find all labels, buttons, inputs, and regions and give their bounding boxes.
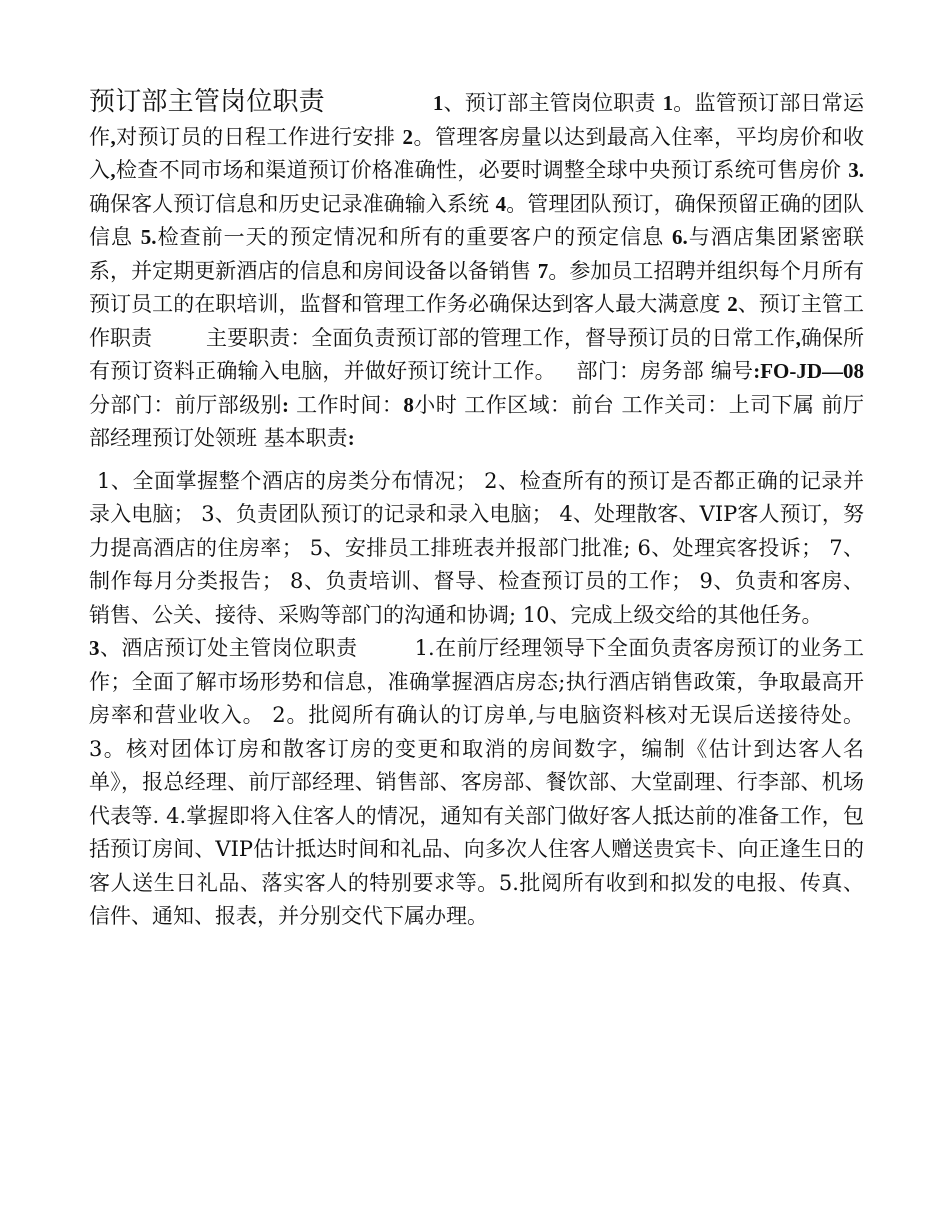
item-3-number: 3. bbox=[848, 158, 865, 182]
code-value: :FO-JD—08 bbox=[753, 359, 865, 383]
paragraph-3 bbox=[89, 632, 864, 934]
spacer bbox=[358, 636, 415, 660]
spacer bbox=[556, 359, 577, 383]
main-duty-text: 主要职责：全面负责预订部的管理工作，督导预订员的日常工作 bbox=[206, 325, 796, 350]
department-text: 部门：房务部 bbox=[576, 359, 704, 383]
item-1-text-cont: 对预订员的日程工作进行安排 bbox=[115, 124, 396, 149]
work-hours-label: 工作时间： bbox=[296, 392, 404, 417]
sub-department-colon: : bbox=[281, 392, 289, 417]
item-1-comma: , bbox=[110, 124, 116, 149]
item-1-text: 。监管预订部日常运作 bbox=[89, 91, 864, 149]
work-hours-unit: 小时 bbox=[413, 392, 458, 417]
item-5-text: 检查前一天的预定情况和所有的重要客户的预定信息 bbox=[156, 225, 665, 249]
leader-text: 前厅部经理预订处领班 bbox=[89, 392, 865, 450]
section-2-heading: 、预订主管工作职责 bbox=[89, 292, 864, 350]
item-4-number: 4 bbox=[495, 191, 507, 216]
basic-duties-list: 1、全面掌握整个酒店的房类分布情况； 2、检查所有的预订是否都正确的记录并录入电脑； 3、负责团队预订的记录和录入电脑； 4、处理散客、VIP客人预订，努力提高酒店的住房率； 5、安排员工排班表并报部门批准; 6、处理宾客投诉； 7、制作每月分类报告； 8、负责培训、督导、检查预订员的工作； 9、负责和客房、销售、公关、接待、采购等部门的沟通和协调; 10、完成上级交给的其他任务。 bbox=[89, 468, 864, 627]
spacer bbox=[152, 326, 206, 350]
item-2-text-cont: 检查不同市场和渠道预订价格准确性，必要时调整全球中央预订系统可售房价 bbox=[115, 158, 842, 182]
item-3-text: 确保客人预订信息和历史记录准确输入系统 bbox=[89, 191, 489, 216]
work-area-text: 工作区域：前台 bbox=[464, 392, 615, 417]
item-2-text: 。管理客房量以达到最高入住率，平均房价和收入 bbox=[89, 124, 865, 182]
paragraph-2 bbox=[89, 465, 864, 633]
section-3-text: 1.在前厅经理领导下全面负责客房预订的业务工作；全面了解市场形势和信息，准确掌握酒店房态;执行酒店销售政策，争取最高开房率和营业收入。 2。批阅所有确认的订房单,与电脑资料核对无误后送接待处。 3。核对团体订房和散客订房的变更和取消的房间数字，编制《估计到达客人名单》，报总经理、前厅部经理、销售部、客房部、餐饮部、大堂副理、行李部、机场代表等. 4.掌握即将入住客人的情况，通知有关部门做好客人抵达前的准备工作，包括预订房间、VIP估计抵达时间和礼品、向多次人住客人赠送贵宾卡、向正逢生日的客人送生日礼品、落实客人的特别要求等。5.批阅所有收到和拟发的电报、传真、信件、通知、报表，并分别交代下属办理。 bbox=[89, 636, 864, 928]
code-label: 编号 bbox=[710, 359, 754, 383]
item-7-text: 。参加员工招聘并组织每个月所有预订员工的在职培训，监督和管理工作务必确保达到客人最大满意度 bbox=[89, 258, 864, 316]
work-relation-text: 工作关司：上司下属 bbox=[621, 392, 815, 417]
basic-duties-colon: : bbox=[347, 426, 355, 450]
document-title: 预订部主管岗位职责 bbox=[89, 87, 325, 117]
document-body bbox=[89, 86, 864, 934]
paragraph-1 bbox=[89, 86, 864, 456]
item-1-number: 1 bbox=[662, 91, 674, 115]
item-6-text: 与酒店集团紧密联系，并定期更新酒店的信息和房间设备以备销售 bbox=[89, 225, 864, 283]
section-1-heading: 、预订部主管岗位职责 bbox=[443, 91, 656, 115]
item-5-number: 5. bbox=[140, 225, 157, 249]
item-2-comma: , bbox=[110, 158, 116, 182]
item-2-number: 2 bbox=[402, 124, 414, 149]
section-3-number: 3 bbox=[89, 636, 100, 660]
section-1-number: 1 bbox=[432, 91, 444, 115]
section-3-heading: 、酒店预订处主管岗位职责 bbox=[99, 636, 358, 660]
section-2-number: 2 bbox=[727, 292, 738, 316]
main-duty-comma: , bbox=[795, 325, 801, 350]
sub-department-text: 分部门：前厅部级别 bbox=[89, 392, 282, 417]
item-6-number: 6. bbox=[672, 225, 688, 249]
item-7-number: 7 bbox=[537, 258, 549, 283]
item-4-text: 。管理团队预订，确保预留正确的团队信息 bbox=[89, 191, 865, 249]
work-hours-number: 8 bbox=[403, 392, 414, 417]
main-duty-text-cont: 确保所有预订资料正确输入电脑，并做好预订统计工作。 bbox=[89, 325, 865, 383]
basic-duties-label: 基本职责 bbox=[263, 426, 348, 450]
